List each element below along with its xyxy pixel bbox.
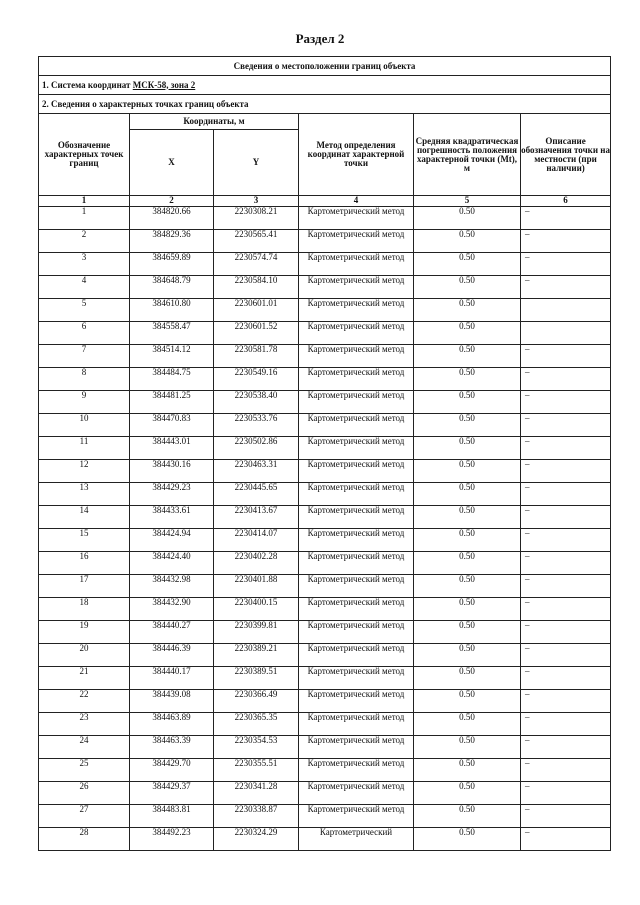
table-row [39, 782, 611, 805]
point-number-cell: 16 [39, 552, 130, 575]
x-coordinate-cell: 384659.89 [130, 253, 214, 276]
table-row [39, 805, 611, 828]
description-cell: – [521, 460, 611, 483]
table-row [39, 759, 611, 782]
table-title: Сведения о местоположении границ объекта [39, 57, 611, 76]
error-cell: 0.50 [414, 483, 521, 506]
error-cell: 0.50 [414, 207, 521, 230]
x-coordinate-cell: 384514.12 [130, 345, 214, 368]
y-coordinate-cell: 2230365.35 [214, 713, 299, 736]
x-coordinate-cell: 384648.79 [130, 276, 214, 299]
point-number-cell: 22 [39, 690, 130, 713]
description-cell: – [521, 414, 611, 437]
x-coordinate-cell: 384446.39 [130, 644, 214, 667]
description-cell: – [521, 667, 611, 690]
table-row [39, 667, 611, 690]
method-cell: Картометрический метод [299, 460, 414, 483]
description-cell: – [521, 207, 611, 230]
description-cell: – [521, 483, 611, 506]
method-cell: Картометрический [299, 828, 414, 851]
point-number-cell: 27 [39, 805, 130, 828]
x-coordinate-cell: 384481.25 [130, 391, 214, 414]
table-row [39, 414, 611, 437]
y-coordinate-cell: 2230413.67 [214, 506, 299, 529]
method-cell: Картометрический метод [299, 552, 414, 575]
y-coordinate-cell: 2230584.10 [214, 276, 299, 299]
error-cell: 0.50 [414, 460, 521, 483]
description-cell [521, 299, 611, 322]
x-coordinate-cell: 384470.83 [130, 414, 214, 437]
y-coordinate-cell: 2230355.51 [214, 759, 299, 782]
x-coordinate-cell: 384463.89 [130, 713, 214, 736]
coordinate-system-label: 1. Система координат [42, 79, 133, 90]
table-row [39, 299, 611, 322]
error-cell: 0.50 [414, 529, 521, 552]
error-cell: 0.50 [414, 713, 521, 736]
point-number-cell: 20 [39, 644, 130, 667]
column-number-1: 1 [39, 196, 130, 207]
table-row [39, 460, 611, 483]
table-row [39, 644, 611, 667]
description-cell: – [521, 506, 611, 529]
x-coordinate-cell: 384483.81 [130, 805, 214, 828]
method-cell: Картометрический метод [299, 253, 414, 276]
description-cell: – [521, 713, 611, 736]
x-coordinate-cell: 384484.75 [130, 368, 214, 391]
method-cell: Картометрический метод [299, 736, 414, 759]
y-coordinate-cell: 2230549.16 [214, 368, 299, 391]
description-cell: – [521, 368, 611, 391]
x-coordinate-cell: 384829.36 [130, 230, 214, 253]
column-number-5: 5 [414, 196, 521, 207]
table-row [39, 736, 611, 759]
method-cell: Картометрический метод [299, 575, 414, 598]
error-cell: 0.50 [414, 414, 521, 437]
point-number-cell: 3 [39, 253, 130, 276]
table-row [39, 322, 611, 345]
x-coordinate-cell: 384443.01 [130, 437, 214, 460]
method-cell: Картометрический метод [299, 391, 414, 414]
description-cell: – [521, 828, 611, 851]
point-number-cell: 15 [39, 529, 130, 552]
y-coordinate-cell: 2230445.65 [214, 483, 299, 506]
point-number-cell: 5 [39, 299, 130, 322]
point-number-cell: 14 [39, 506, 130, 529]
description-cell: – [521, 391, 611, 414]
point-number-cell: 13 [39, 483, 130, 506]
x-coordinate-cell: 384440.27 [130, 621, 214, 644]
header-method: Метод определения координат характерной точки [299, 114, 414, 196]
x-coordinate-cell: 384610.80 [130, 299, 214, 322]
column-number-4: 4 [299, 196, 414, 207]
method-cell: Картометрический метод [299, 506, 414, 529]
error-cell: 0.50 [414, 322, 521, 345]
point-number-cell: 1 [39, 207, 130, 230]
table-row [39, 575, 611, 598]
error-cell: 0.50 [414, 759, 521, 782]
table-row [39, 552, 611, 575]
header-x: X [130, 130, 214, 196]
description-cell: – [521, 230, 611, 253]
table-row [39, 345, 611, 368]
description-cell: – [521, 782, 611, 805]
description-cell: – [521, 805, 611, 828]
table-row [39, 230, 611, 253]
y-coordinate-cell: 2230574.74 [214, 253, 299, 276]
column-number-2: 2 [130, 196, 214, 207]
point-number-cell: 4 [39, 276, 130, 299]
error-cell: 0.50 [414, 253, 521, 276]
x-coordinate-cell: 384439.08 [130, 690, 214, 713]
table-row [39, 483, 611, 506]
table-row [39, 529, 611, 552]
description-cell: – [521, 621, 611, 644]
point-number-cell: 28 [39, 828, 130, 851]
method-cell: Картометрический метод [299, 322, 414, 345]
coordinate-system-value: МСК-58, зона 2 [132, 79, 196, 90]
boundary-points-table [38, 56, 611, 851]
y-coordinate-cell: 2230366.49 [214, 690, 299, 713]
error-cell: 0.50 [414, 230, 521, 253]
x-coordinate-cell: 384440.17 [130, 667, 214, 690]
point-number-cell: 17 [39, 575, 130, 598]
point-number-cell: 9 [39, 391, 130, 414]
method-cell: Картометрический метод [299, 667, 414, 690]
method-cell: Картометрический метод [299, 598, 414, 621]
y-coordinate-cell: 2230414.07 [214, 529, 299, 552]
method-cell: Картометрический метод [299, 437, 414, 460]
description-cell [521, 322, 611, 345]
y-coordinate-cell: 2230401.88 [214, 575, 299, 598]
method-cell: Картометрический метод [299, 759, 414, 782]
error-cell: 0.50 [414, 621, 521, 644]
error-cell: 0.50 [414, 391, 521, 414]
point-number-cell: 11 [39, 437, 130, 460]
table-row [39, 253, 611, 276]
y-coordinate-cell: 2230538.40 [214, 391, 299, 414]
method-cell: Картометрический метод [299, 621, 414, 644]
x-coordinate-cell: 384432.90 [130, 598, 214, 621]
y-coordinate-cell: 2230341.28 [214, 782, 299, 805]
point-number-cell: 7 [39, 345, 130, 368]
method-cell: Картометрический метод [299, 690, 414, 713]
error-cell: 0.50 [414, 644, 521, 667]
points-title: 2. Сведения о характерных точках границ объекта [39, 95, 611, 114]
header-coordinates: Координаты, м [130, 114, 299, 130]
error-cell: 0.50 [414, 552, 521, 575]
table-row [39, 368, 611, 391]
error-cell: 0.50 [414, 690, 521, 713]
method-cell: Картометрический метод [299, 345, 414, 368]
description-cell: – [521, 437, 611, 460]
y-coordinate-cell: 2230399.81 [214, 621, 299, 644]
error-cell: 0.50 [414, 506, 521, 529]
error-cell: 0.50 [414, 368, 521, 391]
x-coordinate-cell: 384433.61 [130, 506, 214, 529]
x-coordinate-cell: 384463.39 [130, 736, 214, 759]
point-number-cell: 25 [39, 759, 130, 782]
point-number-cell: 21 [39, 667, 130, 690]
table-row [39, 506, 611, 529]
y-coordinate-cell: 2230463.31 [214, 460, 299, 483]
point-number-cell: 23 [39, 713, 130, 736]
column-number-3: 3 [214, 196, 299, 207]
x-coordinate-cell: 384820.66 [130, 207, 214, 230]
table-row [39, 713, 611, 736]
y-coordinate-cell: 2230338.87 [214, 805, 299, 828]
method-cell: Картометрический метод [299, 414, 414, 437]
point-number-cell: 19 [39, 621, 130, 644]
error-cell: 0.50 [414, 437, 521, 460]
y-coordinate-cell: 2230601.52 [214, 322, 299, 345]
header-description: Описание обозначения точки на местности (при наличии) [521, 114, 611, 196]
error-cell: 0.50 [414, 782, 521, 805]
header-error: Средняя квадратическая погрешность положения характерной точки (Mt), м [414, 114, 521, 196]
description-cell: – [521, 529, 611, 552]
x-coordinate-cell: 384429.37 [130, 782, 214, 805]
method-cell: Картометрический метод [299, 276, 414, 299]
method-cell: Картометрический метод [299, 644, 414, 667]
table-row [39, 690, 611, 713]
point-number-cell: 24 [39, 736, 130, 759]
x-coordinate-cell: 384430.16 [130, 460, 214, 483]
error-cell: 0.50 [414, 598, 521, 621]
point-number-cell: 10 [39, 414, 130, 437]
description-cell: – [521, 575, 611, 598]
column-number-6: 6 [521, 196, 611, 207]
error-cell: 0.50 [414, 345, 521, 368]
description-cell: – [521, 759, 611, 782]
error-cell: 0.50 [414, 299, 521, 322]
method-cell: Картометрический метод [299, 805, 414, 828]
section-title: Раздел 2 [295, 31, 345, 46]
description-cell: – [521, 598, 611, 621]
x-coordinate-cell: 384492.23 [130, 828, 214, 851]
method-cell: Картометрический метод [299, 299, 414, 322]
error-cell: 0.50 [414, 276, 521, 299]
y-coordinate-cell: 2230581.78 [214, 345, 299, 368]
error-cell: 0.50 [414, 667, 521, 690]
header-y: Y [214, 130, 299, 196]
point-number-cell: 18 [39, 598, 130, 621]
x-coordinate-cell: 384432.98 [130, 575, 214, 598]
description-cell: – [521, 253, 611, 276]
y-coordinate-cell: 2230308.21 [214, 207, 299, 230]
table-row [39, 598, 611, 621]
method-cell: Картометрический метод [299, 483, 414, 506]
point-number-cell: 2 [39, 230, 130, 253]
x-coordinate-cell: 384429.70 [130, 759, 214, 782]
description-cell: – [521, 345, 611, 368]
header-designation: Обозначение характерных точек границ [39, 114, 130, 196]
table-row [39, 621, 611, 644]
method-cell: Картометрический метод [299, 529, 414, 552]
y-coordinate-cell: 2230400.15 [214, 598, 299, 621]
point-number-cell: 6 [39, 322, 130, 345]
y-coordinate-cell: 2230389.51 [214, 667, 299, 690]
y-coordinate-cell: 2230354.53 [214, 736, 299, 759]
point-number-cell: 8 [39, 368, 130, 391]
method-cell: Картометрический метод [299, 207, 414, 230]
method-cell: Картометрический метод [299, 782, 414, 805]
y-coordinate-cell: 2230533.76 [214, 414, 299, 437]
error-cell: 0.50 [414, 736, 521, 759]
table-row [39, 276, 611, 299]
y-coordinate-cell: 2230324.29 [214, 828, 299, 851]
coordinate-system-row [39, 76, 611, 95]
method-cell: Картометрический метод [299, 368, 414, 391]
error-cell: 0.50 [414, 575, 521, 598]
description-cell: – [521, 552, 611, 575]
x-coordinate-cell: 384429.23 [130, 483, 214, 506]
method-cell: Картометрический метод [299, 230, 414, 253]
error-cell: 0.50 [414, 828, 521, 851]
point-number-cell: 12 [39, 460, 130, 483]
error-cell: 0.50 [414, 805, 521, 828]
x-coordinate-cell: 384424.40 [130, 552, 214, 575]
table-row [39, 207, 611, 230]
x-coordinate-cell: 384558.47 [130, 322, 214, 345]
description-cell: – [521, 690, 611, 713]
x-coordinate-cell: 384424.94 [130, 529, 214, 552]
table-row [39, 391, 611, 414]
table-row [39, 437, 611, 460]
point-number-cell: 26 [39, 782, 130, 805]
y-coordinate-cell: 2230389.21 [214, 644, 299, 667]
y-coordinate-cell: 2230601.01 [214, 299, 299, 322]
y-coordinate-cell: 2230502.86 [214, 437, 299, 460]
y-coordinate-cell: 2230565.41 [214, 230, 299, 253]
y-coordinate-cell: 2230402.28 [214, 552, 299, 575]
table-row [39, 828, 611, 851]
description-cell: – [521, 276, 611, 299]
method-cell: Картометрический метод [299, 713, 414, 736]
description-cell: – [521, 644, 611, 667]
description-cell: – [521, 736, 611, 759]
